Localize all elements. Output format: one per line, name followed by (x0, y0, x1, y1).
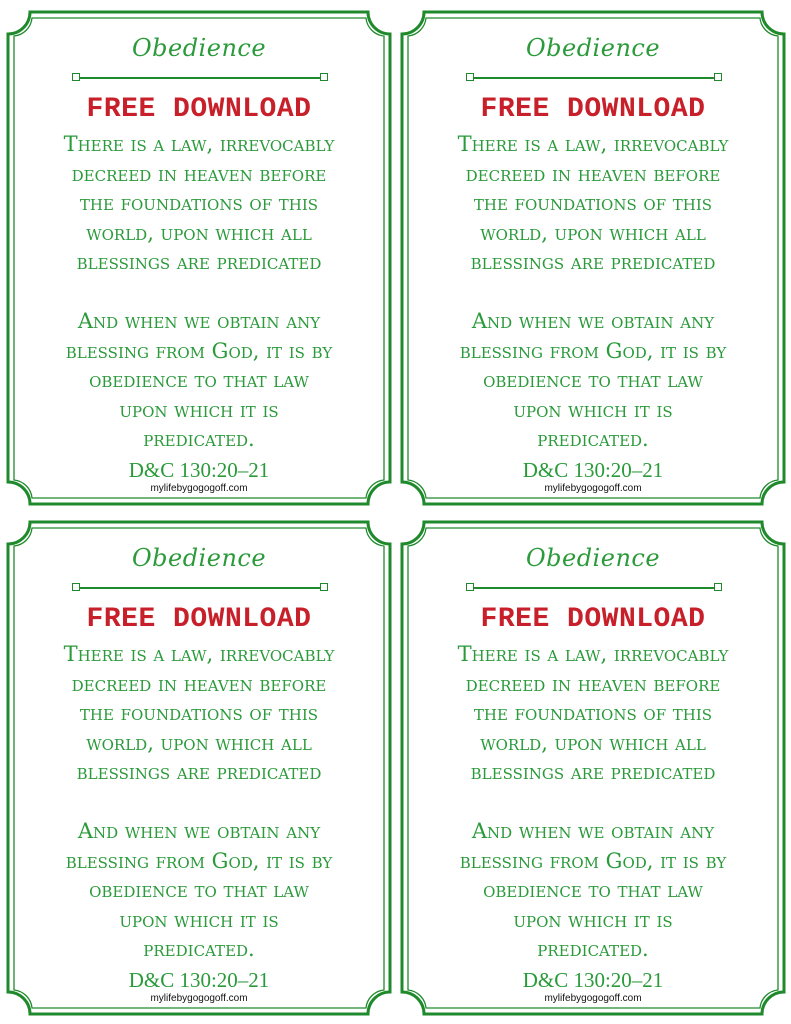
divider-end-square (320, 73, 328, 81)
quote-line: the foundations of this (473, 701, 713, 725)
quote-line: predicated. (143, 937, 255, 961)
card-title: Obedience (131, 34, 267, 62)
quote-line: world, upon which all (480, 730, 706, 755)
quote-line: world, upon which all (86, 220, 312, 245)
title-divider (72, 72, 328, 84)
quote-line: the foundations of this (79, 191, 319, 215)
quote-line: predicated. (143, 427, 255, 451)
quote-line: And when we obtain any (77, 819, 321, 843)
quote-line: world, upon which all (86, 730, 312, 755)
card-top-right (400, 10, 786, 506)
divider-end-square (72, 583, 80, 591)
quote-line: And when we obtain any (471, 309, 715, 333)
paragraph-gap (16, 788, 382, 818)
quote-line: blessings are predicated (470, 250, 716, 274)
quote-line: There is a law, irrevocably (63, 642, 335, 666)
quote-line: blessing from God, it is by (459, 848, 727, 873)
title-divider (72, 582, 328, 594)
free-download-banner: FREE DOWNLOAD (86, 604, 312, 635)
quote-line: upon which it is (119, 397, 279, 422)
free-download-banner: FREE DOWNLOAD (480, 94, 706, 125)
card-title: Obedience (525, 34, 661, 62)
paragraph-gap (16, 278, 382, 308)
title-divider (466, 72, 722, 84)
site-url: mylifebygogogoff.com (150, 483, 248, 494)
quote-line: the foundations of this (79, 701, 319, 725)
scripture-reference: D&C 130:20–21 (522, 458, 664, 482)
divider-end-square (466, 73, 474, 81)
quote-line: blessing from God, it is by (459, 338, 727, 363)
site-url: mylifebygogogoff.com (544, 483, 642, 494)
free-download-banner: FREE DOWNLOAD (480, 604, 706, 635)
paragraph-gap (410, 278, 776, 308)
site-url: mylifebygogogoff.com (150, 993, 248, 1004)
card-bottom-left (6, 520, 392, 1016)
quote-line: world, upon which all (480, 220, 706, 245)
quote-line: There is a law, irrevocably (457, 642, 729, 666)
quote-line: upon which it is (513, 397, 673, 422)
card-bottom-right (400, 520, 786, 1016)
quote-line: blessing from God, it is by (65, 338, 333, 363)
scripture-quote (410, 640, 776, 965)
quote-line: upon which it is (119, 907, 279, 932)
quote-line: upon which it is (513, 907, 673, 932)
free-download-banner: FREE DOWNLOAD (86, 94, 312, 125)
divider-end-square (714, 583, 722, 591)
quote-line: blessings are predicated (76, 760, 322, 784)
divider-end-square (320, 583, 328, 591)
divider-line (474, 77, 714, 79)
quote-line: decreed in heaven before (71, 161, 327, 186)
quote-line: blessings are predicated (470, 760, 716, 784)
divider-line (80, 77, 320, 79)
quote-line: There is a law, irrevocably (63, 132, 335, 156)
quote-line: predicated. (537, 937, 649, 961)
quote-line: blessing from God, it is by (65, 848, 333, 873)
card-top-left (6, 10, 392, 506)
scripture-quote (16, 640, 382, 965)
divider-line (80, 587, 320, 589)
quote-line: decreed in heaven before (465, 161, 721, 186)
quote-line: decreed in heaven before (465, 671, 721, 696)
quote-line: obedience to that law (89, 368, 309, 392)
card-title: Obedience (131, 544, 267, 572)
quote-line: the foundations of this (473, 191, 713, 215)
scripture-quote (410, 130, 776, 455)
quote-line: obedience to that law (483, 878, 703, 902)
divider-end-square (72, 73, 80, 81)
quote-line: There is a law, irrevocably (457, 132, 729, 156)
divider-end-square (714, 73, 722, 81)
site-url: mylifebygogogoff.com (544, 993, 642, 1004)
paragraph-gap (410, 788, 776, 818)
divider-line (474, 587, 714, 589)
scripture-reference: D&C 130:20–21 (128, 458, 270, 482)
quote-line: And when we obtain any (471, 819, 715, 843)
quote-line: obedience to that law (483, 368, 703, 392)
quote-line: And when we obtain any (77, 309, 321, 333)
scripture-reference: D&C 130:20–21 (522, 968, 664, 992)
quote-line: predicated. (537, 427, 649, 451)
quote-line: obedience to that law (89, 878, 309, 902)
title-divider (466, 582, 722, 594)
quote-line: blessings are predicated (76, 250, 322, 274)
scripture-reference: D&C 130:20–21 (128, 968, 270, 992)
divider-end-square (466, 583, 474, 591)
quote-line: decreed in heaven before (71, 671, 327, 696)
scripture-quote (16, 130, 382, 455)
card-title: Obedience (525, 544, 661, 572)
